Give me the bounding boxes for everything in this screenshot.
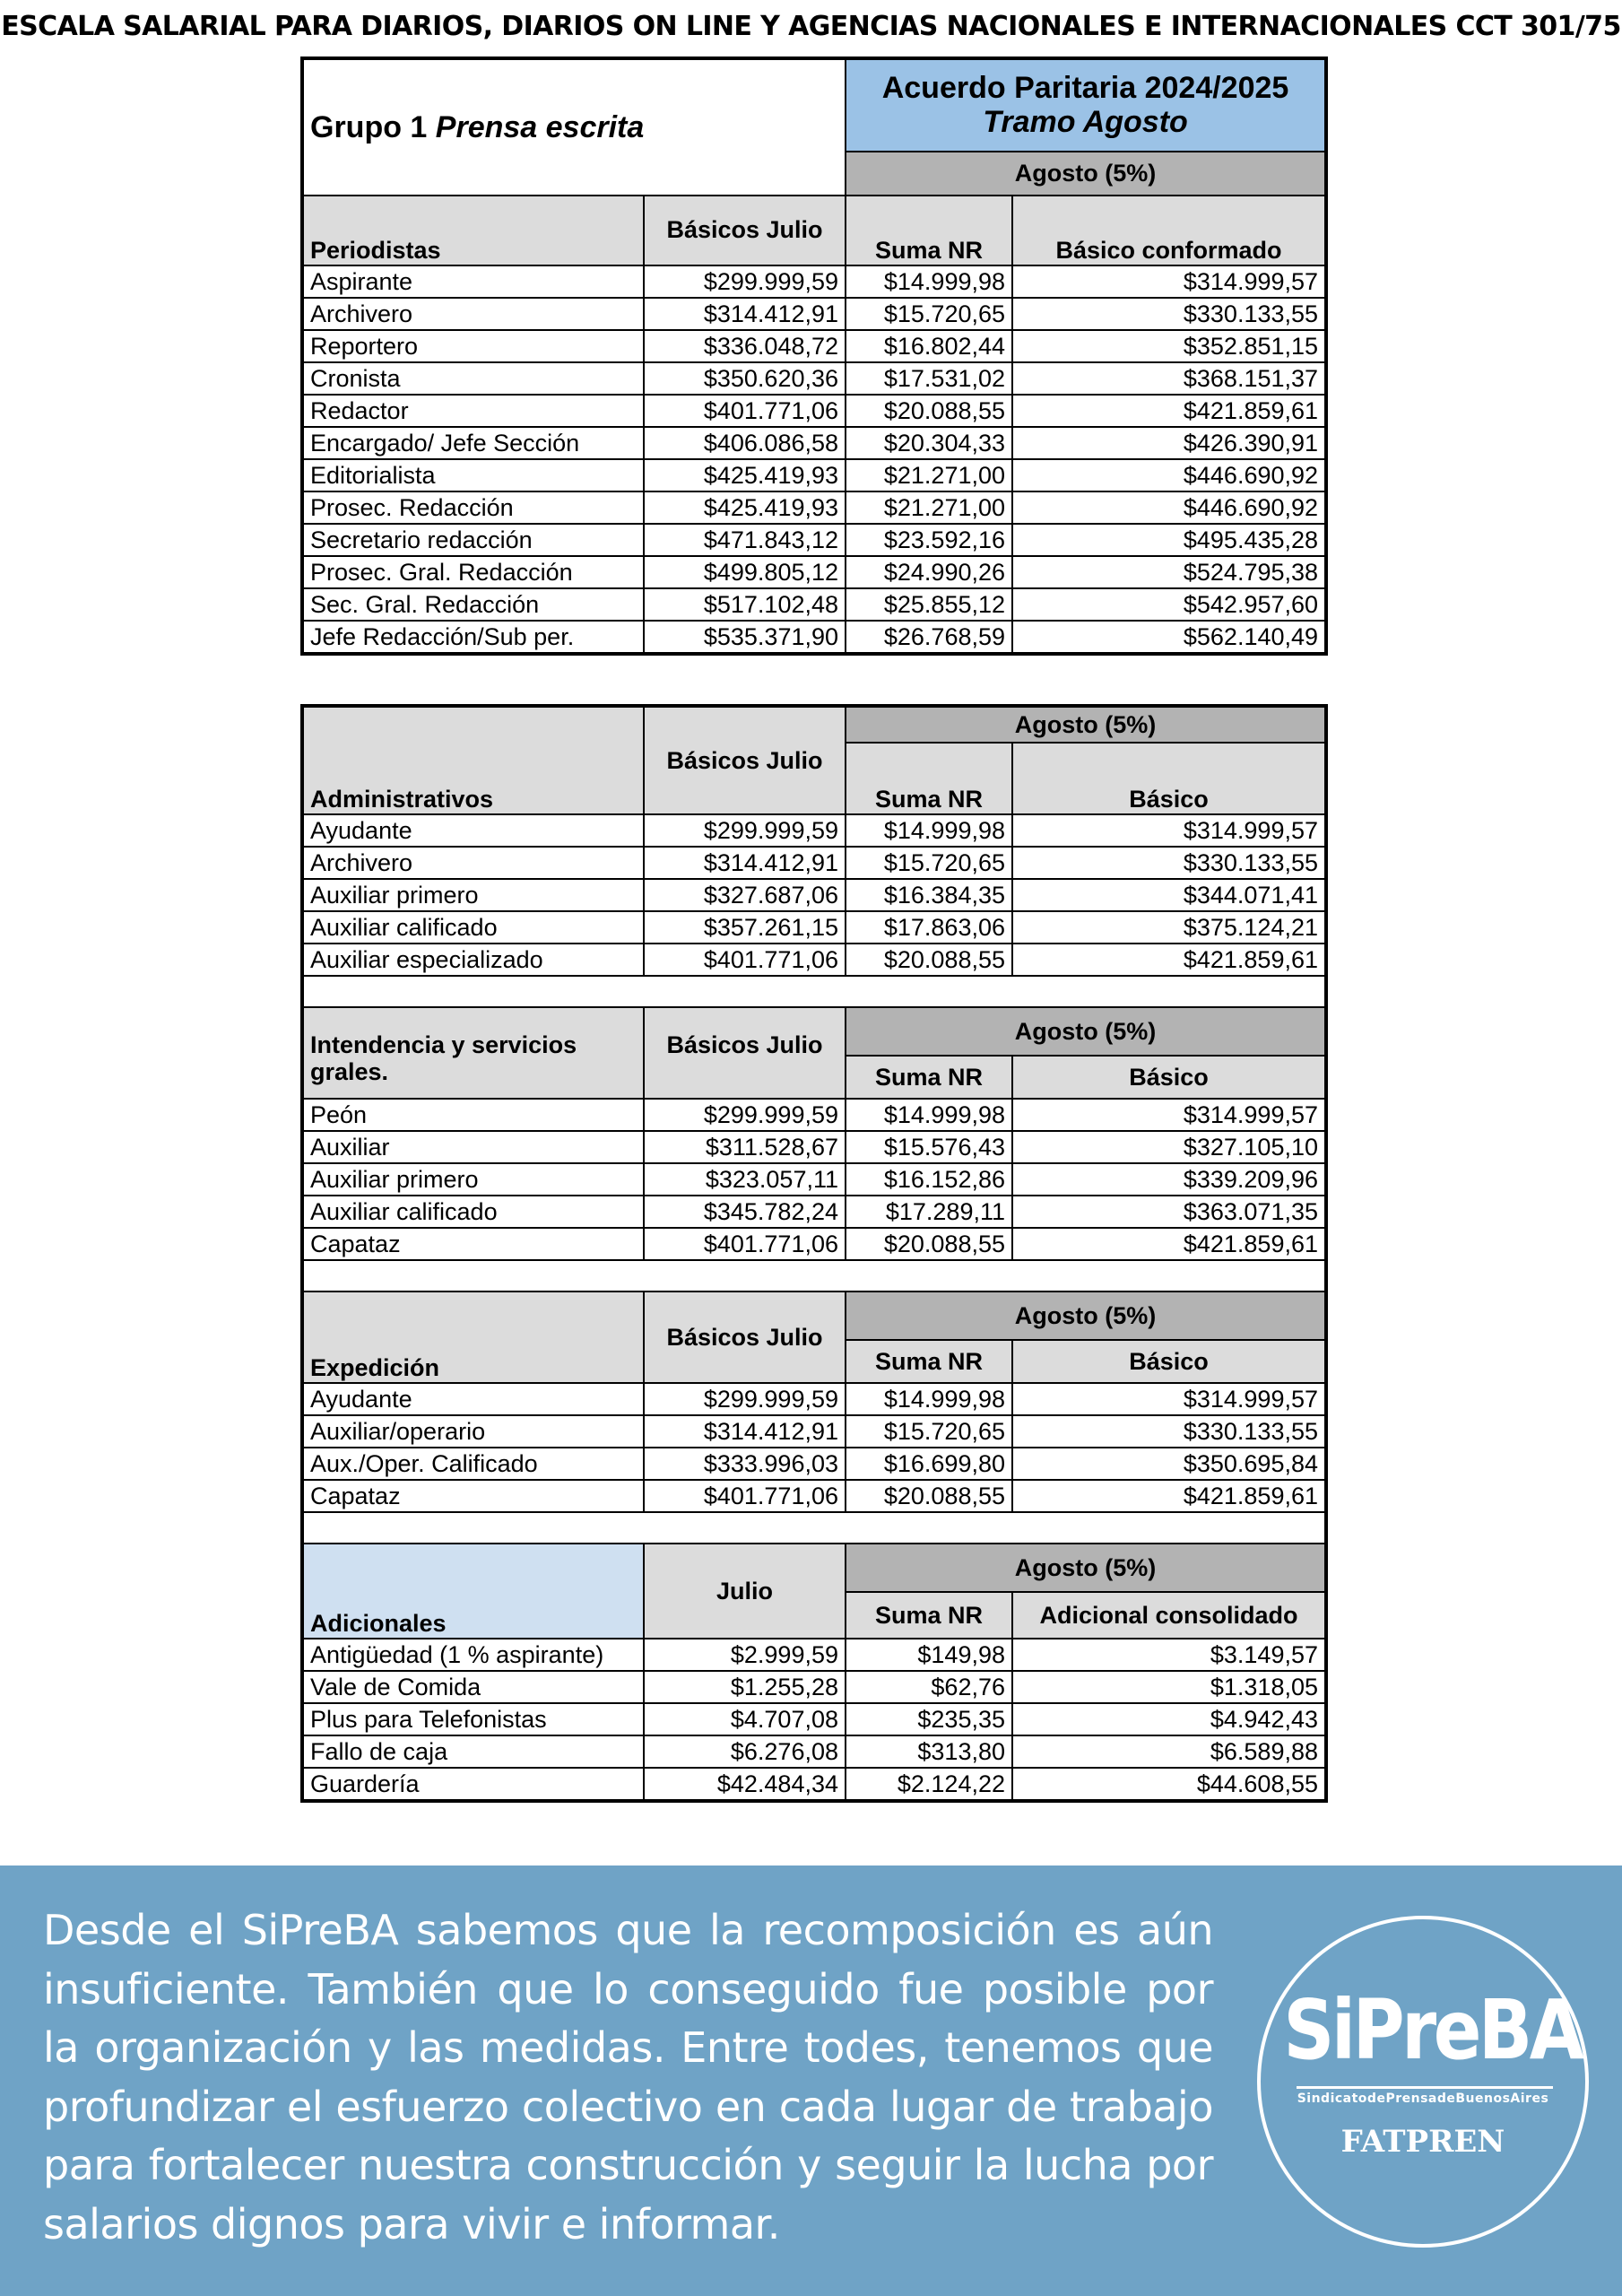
row-category: Auxiliar primero: [302, 1163, 644, 1196]
row-nr-sum: $23.592,16: [846, 524, 1012, 556]
table-row: [302, 1415, 1326, 1448]
table-row: [302, 588, 1326, 621]
nr-header: Suma NR: [846, 1056, 1012, 1099]
base-header: Julio: [644, 1544, 846, 1639]
row-final-salary: $495.435,28: [1012, 524, 1326, 556]
row-base-salary: $425.419,93: [644, 491, 846, 524]
table-row: [302, 944, 1326, 976]
row-final-salary: $3.149,57: [1012, 1639, 1326, 1671]
table-row: [302, 847, 1326, 879]
row-nr-sum: $16.802,44: [846, 330, 1012, 362]
row-final-salary: $446.690,92: [1012, 459, 1326, 491]
row-base-salary: $401.771,06: [644, 1480, 846, 1512]
row-final-salary: $421.859,61: [1012, 1480, 1326, 1512]
category-line: Intendencia y servicios: [310, 1031, 577, 1058]
table-row: [302, 330, 1326, 362]
table-row: [302, 556, 1326, 588]
row-final-salary: $368.151,37: [1012, 362, 1326, 395]
departments-table: [300, 704, 1328, 1803]
row-nr-sum: $16.152,86: [846, 1163, 1012, 1196]
row-category: Antigüedad (1 % aspirante): [302, 1639, 644, 1671]
row-category: Archivero: [302, 847, 644, 879]
row-base-salary: $425.419,93: [644, 459, 846, 491]
table-row: [302, 524, 1326, 556]
base-header: Básicos Julio: [644, 1007, 846, 1099]
row-nr-sum: $235,35: [846, 1703, 1012, 1735]
table-row: [302, 1448, 1326, 1480]
row-category: Auxiliar calificado: [302, 1196, 644, 1228]
base-header: Básicos Julio: [644, 1292, 846, 1383]
nr-header: Suma NR: [846, 196, 1012, 265]
agreement-header: [846, 58, 1326, 152]
row-final-salary: $1.318,05: [1012, 1671, 1326, 1703]
period-header: Agosto (5%): [846, 1292, 1326, 1340]
row-category: Editorialista: [302, 459, 644, 491]
table-row: [302, 265, 1326, 298]
row-category: Auxiliar: [302, 1131, 644, 1163]
row-base-salary: $299.999,59: [644, 1099, 846, 1131]
row-base-salary: $4.707,08: [644, 1703, 846, 1735]
row-final-salary: $314.999,57: [1012, 814, 1326, 847]
table-row: [302, 459, 1326, 491]
category-line: grales.: [310, 1058, 389, 1085]
nr-header: Suma NR: [846, 743, 1012, 814]
table-row: [302, 1639, 1326, 1671]
row-final-salary: $446.690,92: [1012, 491, 1326, 524]
row-nr-sum: $16.384,35: [846, 879, 1012, 911]
table-row: [302, 395, 1326, 427]
footer-message: Desde el SiPreBA sabemos que la recomposición es aún insuficiente. También que lo conseguido fue posible por la organización y las medidas. Entre todes, tenemos que profundizar el esfuerzo colectivo en cada lugar de trabajo para fortalecer nuestra construcción y seguir la lucha por salarios dignos para vivir e informar.: [43, 1906, 1213, 2248]
row-base-salary: $336.048,72: [644, 330, 846, 362]
row-nr-sum: $20.304,33: [846, 427, 1012, 459]
table-row: [302, 1383, 1326, 1415]
row-final-salary: $339.209,96: [1012, 1163, 1326, 1196]
base-header: Básicos Julio: [644, 196, 846, 265]
group-label: Grupo 1: [310, 109, 436, 144]
row-base-salary: $333.996,03: [644, 1448, 846, 1480]
row-nr-sum: $15.720,65: [846, 1415, 1012, 1448]
row-base-salary: $1.255,28: [644, 1671, 846, 1703]
final-header: Básico: [1012, 1056, 1326, 1099]
row-nr-sum: $62,76: [846, 1671, 1012, 1703]
table-row: [302, 1703, 1326, 1735]
row-nr-sum: $26.768,59: [846, 621, 1012, 654]
row-base-salary: $535.371,90: [644, 621, 846, 654]
row-base-salary: $357.261,15: [644, 911, 846, 944]
spacer-row: [302, 1512, 1326, 1544]
final-header: Adicional consolidado: [1012, 1592, 1326, 1639]
row-base-salary: $471.843,12: [644, 524, 846, 556]
row-category: Ayudante: [302, 1383, 644, 1415]
row-final-salary: $314.999,57: [1012, 1383, 1326, 1415]
row-final-salary: $421.859,61: [1012, 944, 1326, 976]
row-category: Fallo de caja: [302, 1735, 644, 1768]
table-row: [302, 298, 1326, 330]
row-base-salary: $299.999,59: [644, 265, 846, 298]
row-final-salary: $426.390,91: [1012, 427, 1326, 459]
row-nr-sum: $17.531,02: [846, 362, 1012, 395]
logo-divider: [1297, 2086, 1553, 2089]
row-category: Capataz: [302, 1480, 644, 1512]
row-base-salary: $42.484,34: [644, 1768, 846, 1801]
table-row: [302, 1671, 1326, 1703]
nr-header: Suma NR: [846, 1340, 1012, 1383]
row-base-salary: $314.412,91: [644, 298, 846, 330]
table-row: [302, 491, 1326, 524]
logo-name: SiPreBA: [1283, 1982, 1582, 2078]
table-row: [302, 911, 1326, 944]
row-nr-sum: $14.999,98: [846, 265, 1012, 298]
row-final-salary: $44.608,55: [1012, 1768, 1326, 1801]
row-category: Reportero: [302, 330, 644, 362]
row-base-salary: $6.276,08: [644, 1735, 846, 1768]
sipreba-logo: [1257, 1916, 1589, 2248]
row-nr-sum: $313,80: [846, 1735, 1012, 1768]
row-base-salary: $314.412,91: [644, 847, 846, 879]
spacer-row: [302, 1260, 1326, 1292]
table-row: [302, 1163, 1326, 1196]
period-header: Agosto (5%): [846, 1007, 1326, 1056]
base-header: Básicos Julio: [644, 706, 846, 814]
row-category: Cronista: [302, 362, 644, 395]
row-final-salary: $375.124,21: [1012, 911, 1326, 944]
row-category: Prosec. Redacción: [302, 491, 644, 524]
row-category: Vale de Comida: [302, 1671, 644, 1703]
table-row: [302, 1228, 1326, 1260]
row-final-salary: $4.942,43: [1012, 1703, 1326, 1735]
group-header: [302, 58, 846, 196]
row-final-salary: $350.695,84: [1012, 1448, 1326, 1480]
table-row: [302, 879, 1326, 911]
category-header: Expedición: [302, 1292, 644, 1383]
periodistas-table: [300, 57, 1328, 656]
final-header: Básico conformado: [1012, 196, 1326, 265]
row-base-salary: $323.057,11: [644, 1163, 846, 1196]
row-base-salary: $350.620,36: [644, 362, 846, 395]
row-base-salary: $499.805,12: [644, 556, 846, 588]
category-header: Administrativos: [302, 706, 644, 814]
row-category: Auxiliar primero: [302, 879, 644, 911]
row-category: Aux./Oper. Calificado: [302, 1448, 644, 1480]
table-row: [302, 1480, 1326, 1512]
group-type: Prensa escrita: [435, 109, 645, 144]
row-category: Aspirante: [302, 265, 644, 298]
table-row: [302, 1131, 1326, 1163]
row-category: Sec. Gral. Redacción: [302, 588, 644, 621]
row-category: Archivero: [302, 298, 644, 330]
row-category: Plus para Telefonistas: [302, 1703, 644, 1735]
table-row: [302, 1196, 1326, 1228]
row-base-salary: $314.412,91: [644, 1415, 846, 1448]
table-row: [302, 814, 1326, 847]
row-category: Capataz: [302, 1228, 644, 1260]
row-nr-sum: $15.720,65: [846, 298, 1012, 330]
row-final-salary: $352.851,15: [1012, 330, 1326, 362]
row-nr-sum: $15.720,65: [846, 847, 1012, 879]
agreement-tranche: Tramo Agosto: [983, 105, 1188, 140]
row-nr-sum: $20.088,55: [846, 944, 1012, 976]
table-row: [302, 1735, 1326, 1768]
agreement-title: Acuerdo Paritaria 2024/2025: [881, 71, 1289, 106]
row-final-salary: $327.105,10: [1012, 1131, 1326, 1163]
row-nr-sum: $14.999,98: [846, 1099, 1012, 1131]
row-category: Encargado/ Jefe Sección: [302, 427, 644, 459]
category-header: Adicionales: [302, 1544, 644, 1639]
spacer-row: [302, 976, 1326, 1007]
row-final-salary: $330.133,55: [1012, 298, 1326, 330]
nr-header: Suma NR: [846, 1592, 1012, 1639]
table-row: [302, 1768, 1326, 1801]
document-title: ESCALA SALARIAL PARA DIARIOS, DIARIOS ON LINE Y AGENCIAS NACIONALES E INTERNACIONALES CCT 301/75: [1, 11, 1621, 42]
row-nr-sum: $15.576,43: [846, 1131, 1012, 1163]
row-category: Auxiliar calificado: [302, 911, 644, 944]
row-category: Prosec. Gral. Redacción: [302, 556, 644, 588]
row-base-salary: $401.771,06: [644, 395, 846, 427]
row-final-salary: $542.957,60: [1012, 588, 1326, 621]
table-row: [302, 427, 1326, 459]
final-header: Básico: [1012, 743, 1326, 814]
row-category: Auxiliar/operario: [302, 1415, 644, 1448]
row-base-salary: $2.999,59: [644, 1639, 846, 1671]
period-header: Agosto (5%): [846, 1544, 1326, 1592]
category-header: Periodistas: [302, 196, 644, 265]
row-nr-sum: $21.271,00: [846, 491, 1012, 524]
final-header: Básico: [1012, 1340, 1326, 1383]
row-nr-sum: $2.124,22: [846, 1768, 1012, 1801]
table-row: [302, 362, 1326, 395]
row-final-salary: $314.999,57: [1012, 1099, 1326, 1131]
period-header: Agosto (5%): [846, 152, 1326, 196]
row-nr-sum: $16.699,80: [846, 1448, 1012, 1480]
logo-subtitle: SindicatodePrensadeBuenosAires: [1297, 2092, 1549, 2106]
row-nr-sum: $21.271,00: [846, 459, 1012, 491]
row-final-salary: $524.795,38: [1012, 556, 1326, 588]
row-nr-sum: $17.289,11: [846, 1196, 1012, 1228]
row-final-salary: $421.859,61: [1012, 1228, 1326, 1260]
row-category: Ayudante: [302, 814, 644, 847]
row-nr-sum: $149,98: [846, 1639, 1012, 1671]
row-nr-sum: $20.088,55: [846, 395, 1012, 427]
row-final-salary: $6.589,88: [1012, 1735, 1326, 1768]
row-nr-sum: $25.855,12: [846, 588, 1012, 621]
row-nr-sum: $20.088,55: [846, 1228, 1012, 1260]
row-final-salary: $314.999,57: [1012, 265, 1326, 298]
row-final-salary: $363.071,35: [1012, 1196, 1326, 1228]
row-nr-sum: $20.088,55: [846, 1480, 1012, 1512]
row-category: Auxiliar especializado: [302, 944, 644, 976]
table-row: [302, 1099, 1326, 1131]
table-row: [302, 621, 1326, 654]
row-base-salary: $401.771,06: [644, 944, 846, 976]
row-base-salary: $401.771,06: [644, 1228, 846, 1260]
logo-org: FATPREN: [1340, 2124, 1505, 2160]
row-base-salary: $406.086,58: [644, 427, 846, 459]
period-header: Agosto (5%): [846, 706, 1326, 743]
row-category: Guardería: [302, 1768, 644, 1801]
row-nr-sum: $17.863,06: [846, 911, 1012, 944]
row-base-salary: $311.528,67: [644, 1131, 846, 1163]
row-category: Secretario redacción: [302, 524, 644, 556]
row-final-salary: $344.071,41: [1012, 879, 1326, 911]
row-nr-sum: $14.999,98: [846, 1383, 1012, 1415]
row-nr-sum: $14.999,98: [846, 814, 1012, 847]
row-final-salary: $421.859,61: [1012, 395, 1326, 427]
row-category: Jefe Redacción/Sub per.: [302, 621, 644, 654]
row-final-salary: $562.140,49: [1012, 621, 1326, 654]
row-base-salary: $517.102,48: [644, 588, 846, 621]
row-base-salary: $327.687,06: [644, 879, 846, 911]
row-category: Redactor: [302, 395, 644, 427]
row-nr-sum: $24.990,26: [846, 556, 1012, 588]
row-base-salary: $299.999,59: [644, 814, 846, 847]
category-header: [302, 1007, 644, 1099]
row-category: Peón: [302, 1099, 644, 1131]
row-final-salary: $330.133,55: [1012, 1415, 1326, 1448]
row-base-salary: $345.782,24: [644, 1196, 846, 1228]
row-base-salary: $299.999,59: [644, 1383, 846, 1415]
row-final-salary: $330.133,55: [1012, 847, 1326, 879]
